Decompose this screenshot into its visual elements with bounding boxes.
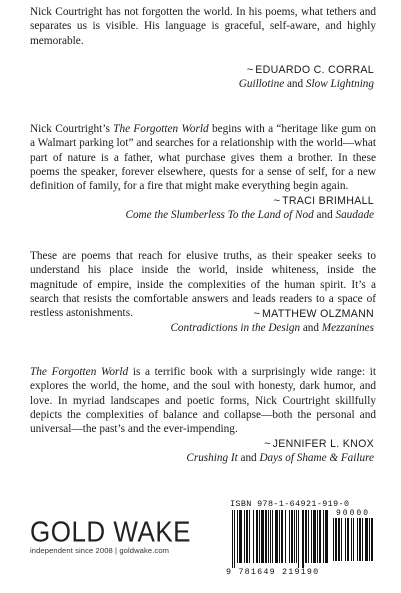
work-title: Come the Slumberless To the Land of Nod [125, 209, 314, 222]
book-title: The Forgotten World [113, 123, 209, 135]
addon-barcode-icon [333, 518, 377, 566]
book-title: The Forgotten World [30, 366, 129, 378]
attribution-olzmann [170, 307, 374, 336]
work-title: Contradictions in the Design [170, 322, 301, 335]
addon-digits: 90000 [336, 509, 371, 518]
tilde-mark: ~ [264, 438, 271, 450]
work-title: Slow Lightning [305, 78, 374, 91]
works-joiner: and [286, 78, 304, 91]
author-works [170, 321, 374, 335]
barcode-icon [232, 510, 328, 568]
author-name: EDUARDO C. CORRAL [255, 64, 374, 76]
works-joiner: and [240, 452, 257, 465]
work-title: Days of Shame & Failure [259, 452, 374, 465]
author-works [239, 77, 374, 91]
isbn-label: ISBN 978-1-64921-919-0 [230, 499, 350, 509]
work-title: Mezzanines [321, 322, 374, 335]
works-joiner: and [302, 322, 319, 335]
blurb-text: Nick Courtright’s The Forgotten World begins with a “heritage like gum on a Walmart parking lot” and searches for a relationship with the world—what part of nature is a father, what purchase gives them a brother. In these poems the speaker, forever elsewhere, quests for a sense of self, for a new definition of family, for a fire that might make everything begin again. [30, 123, 377, 193]
attribution-brimhall [125, 194, 374, 223]
publisher-tagline: independent since 2008 | goldwake.com [30, 546, 170, 555]
tilde-mark: ~ [253, 308, 260, 320]
tilde-mark: ~ [246, 64, 254, 76]
blurb-corral [30, 5, 376, 48]
publisher-logo [30, 516, 191, 555]
author-works [125, 208, 374, 222]
author-name: JENNIFER L. KNOX [272, 438, 374, 450]
author-name: TRACI BRIMHALL [282, 195, 374, 207]
work-title: Guillotine [238, 78, 285, 91]
blurb-brimhall [30, 122, 376, 193]
publisher-name: GOLD WAKE [30, 514, 192, 548]
blurb-text: These are poems that reach for elusive truths, as their speaker seeks to understand his place inside the world, inside whiteness, inside the magnitude of empire, inside the complexities of the human spirit. It’s a search that resists the comfortable answers and leads readers to a space of restless astonishments. [30, 250, 376, 320]
ean-digits: 9 781649 219190 [226, 567, 320, 577]
blurb-text: The Forgotten World is a terrific book with a surprisingly wide range: it explores the world, the home, and the soul with honesty, dark humor, and love. In myriad landscapes and poetic forms, Nick Courtright skillfully depicts the complexities of balance and collapse—both the personal and universal—the past’s and the ever-impending. [30, 366, 377, 436]
work-title: Crushing It [186, 452, 238, 465]
work-title: Saudade [335, 209, 374, 222]
author-name: MATTHEW OLZMANN [262, 308, 374, 320]
attribution-knox [186, 437, 374, 466]
attribution-corral [239, 63, 374, 92]
blurb-text: Nick Courtright has not forgotten the world. In his poems, what tethers and separates us is visible. His language is graceful, self-aware, and highly memorable. [30, 6, 376, 47]
tilde-mark: ~ [273, 195, 281, 207]
works-joiner: and [316, 209, 333, 222]
author-works [186, 451, 374, 465]
blurb-knox [30, 365, 376, 436]
